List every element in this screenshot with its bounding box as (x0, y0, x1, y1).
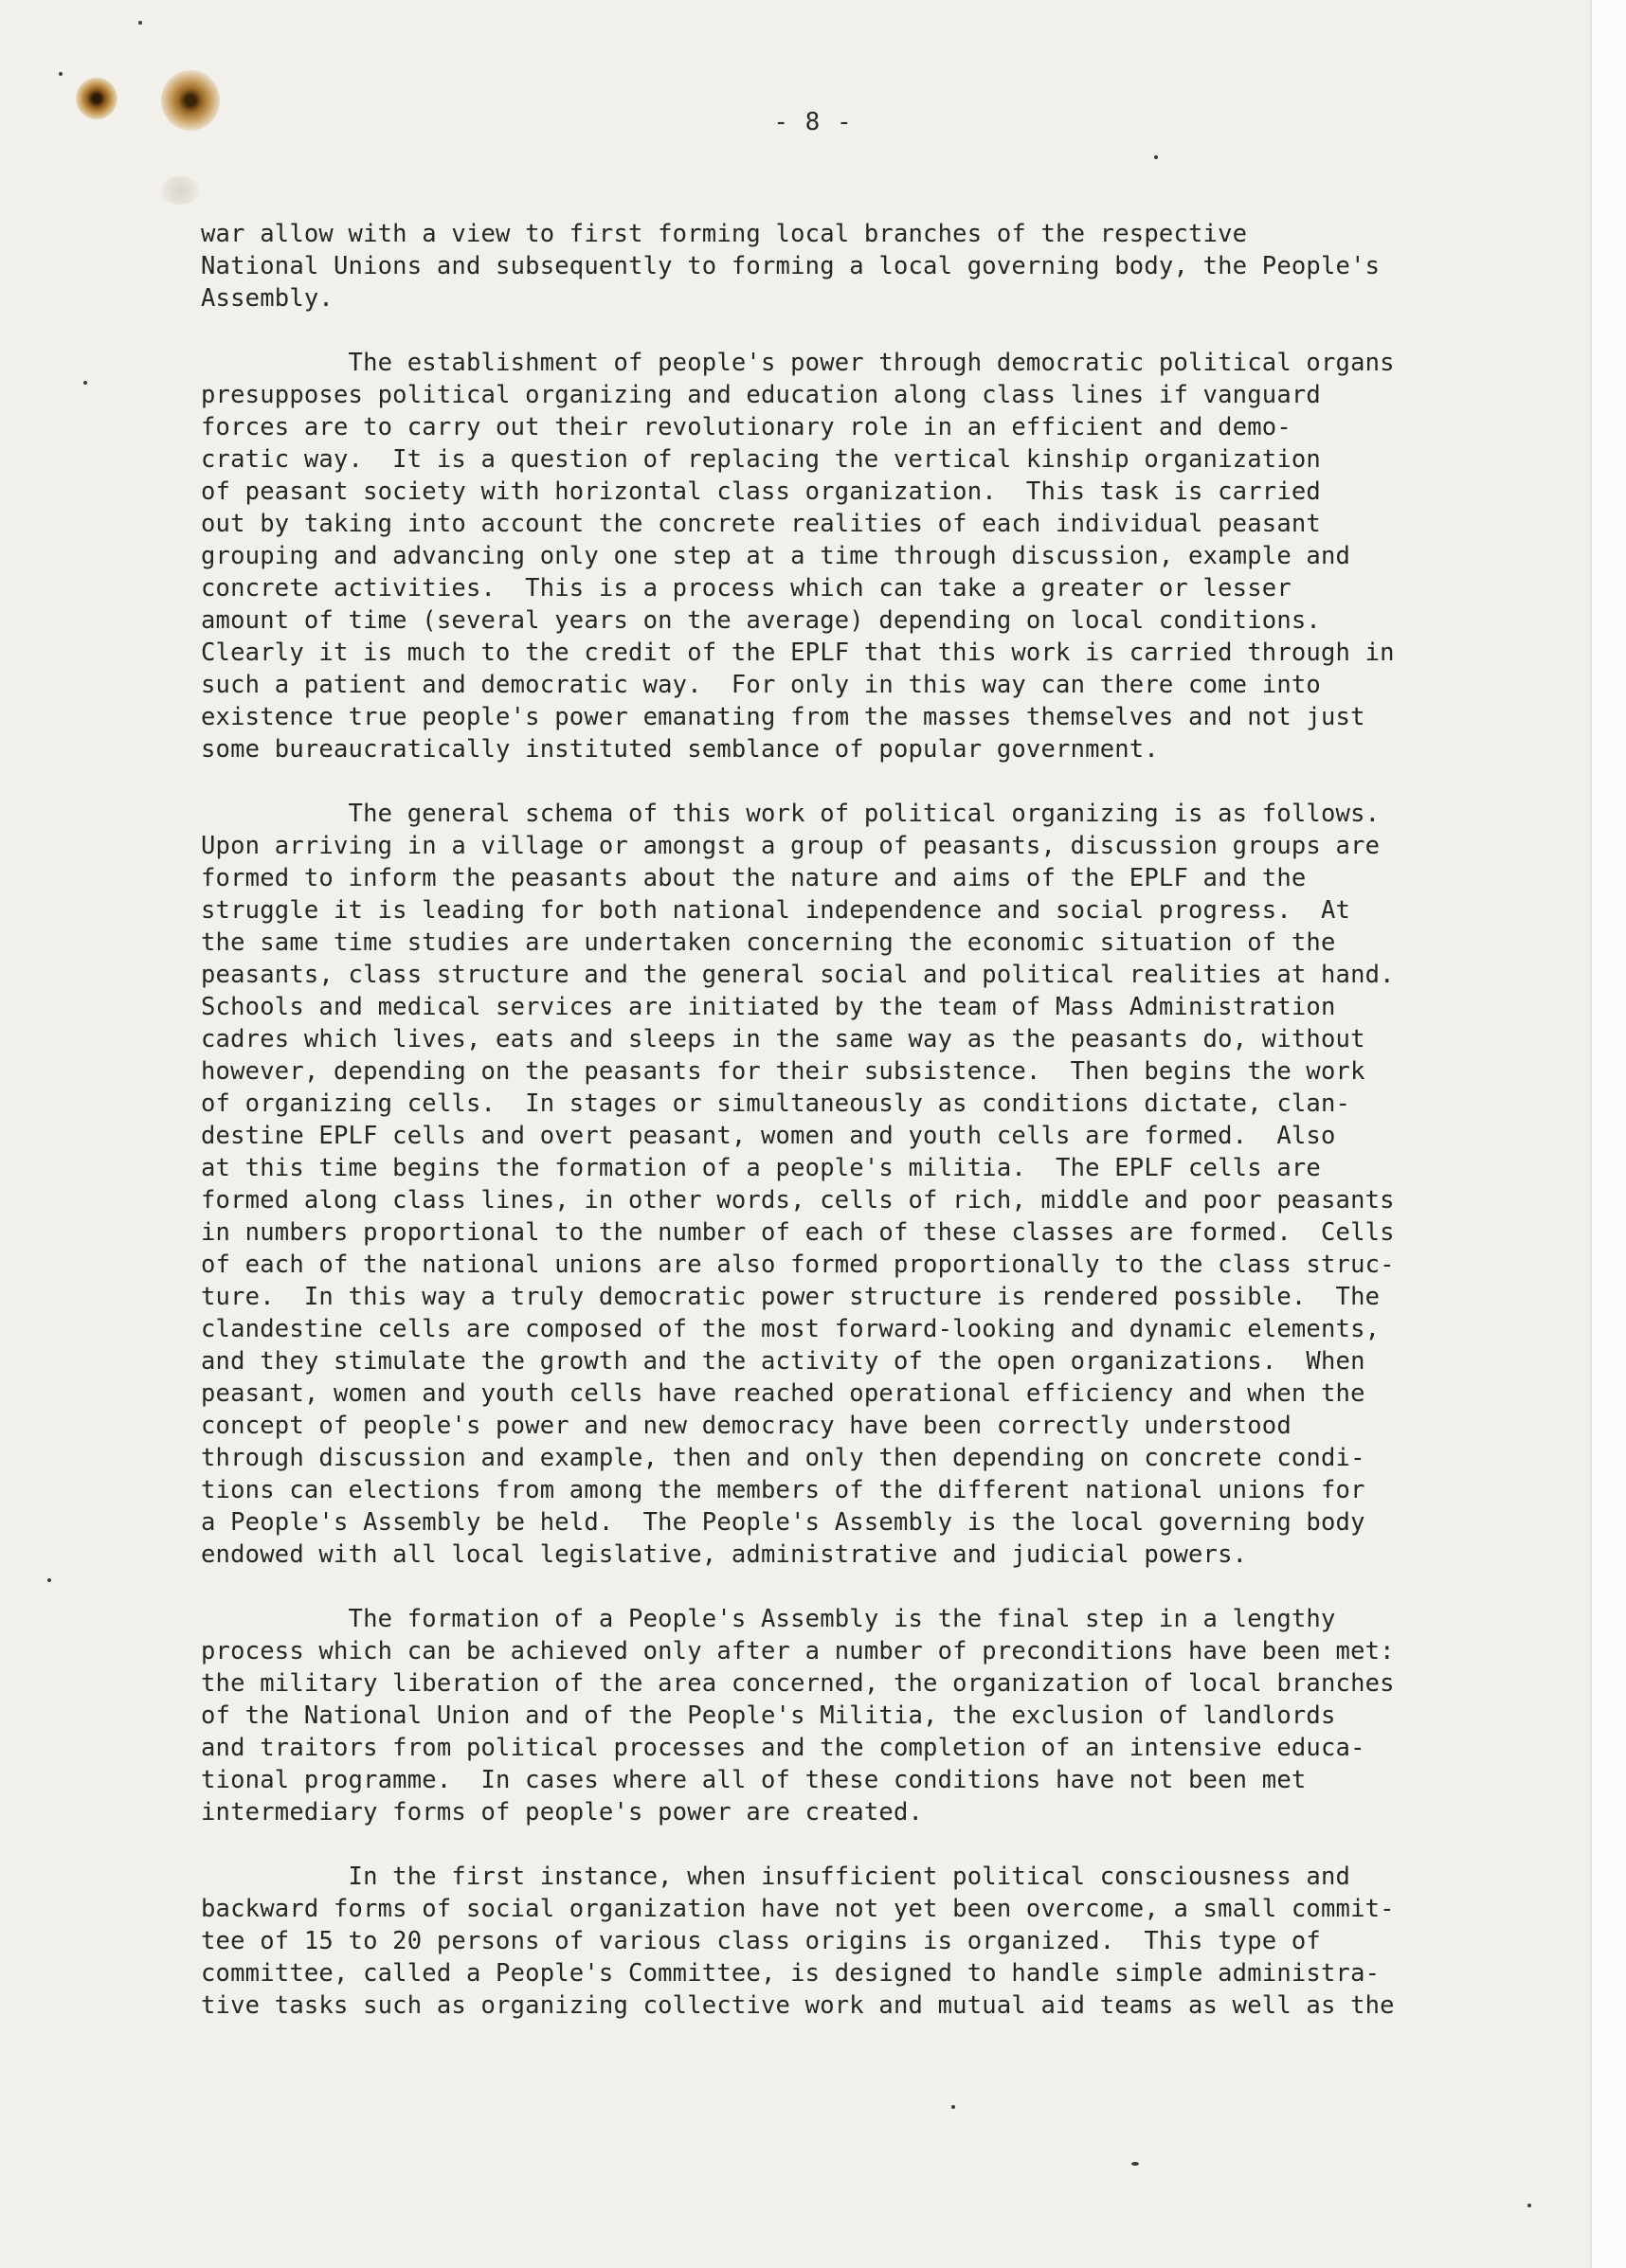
paper-speck (951, 2105, 955, 2109)
text-line: existence true people's power emanating from the masses themselves and not just (201, 703, 1365, 731)
text-line: The general schema of this work of political organizing is as follows. (201, 800, 1381, 828)
text-line: amount of time (several years on the average) depending on local conditions. (201, 606, 1321, 635)
text-line: The formation of a People's Assembly is the final step in a lengthy (201, 1605, 1336, 1633)
text-line: at this time begins the formation of a people's militia. The EPLF cells are (201, 1154, 1321, 1182)
scan-margin (1592, 0, 1626, 2268)
paragraph (201, 1861, 1509, 2022)
paragraph (201, 347, 1509, 765)
text-line: and traitors from political processes and the completion of an intensive educa- (201, 1734, 1365, 1762)
text-line: endowed with all local legislative, administrative and judicial powers. (201, 1540, 1248, 1569)
text-line: tee of 15 to 20 persons of various class origins is organized. This type of (201, 1927, 1321, 1955)
paper-speck (1154, 155, 1158, 159)
text-line: Schools and medical services are initiated by the team of Mass Administration (201, 993, 1336, 1021)
text-line: in numbers proportional to the number of each of these classes are formed. Cells (201, 1218, 1395, 1247)
text-line: formed along class lines, in other words, cells of rich, middle and poor peasants (201, 1186, 1395, 1215)
text-line: through discussion and example, then and only then depending on concrete condi- (201, 1444, 1365, 1472)
paper-speck (138, 21, 142, 25)
paper-speck (47, 1578, 51, 1582)
text-line: cadres which lives, eats and sleeps in the same way as the peasants do, without (201, 1025, 1365, 1053)
text-line: however, depending on the peasants for their subsistence. Then begins the work (201, 1057, 1365, 1086)
text-line: of organizing cells. In stages or simultaneously as conditions dictate, clan- (201, 1089, 1351, 1118)
text-line: process which can be achieved only after a number of preconditions have been met: (201, 1637, 1395, 1665)
text-line: Clearly it is much to the credit of the EPLF that this work is carried through in (201, 639, 1395, 667)
text-line: the military liberation of the area concerned, the organization of local branches (201, 1669, 1395, 1698)
stain-mark (161, 176, 199, 205)
text-line: clandestine cells are composed of the most forward-looking and dynamic elements, (201, 1315, 1381, 1343)
text-line: out by taking into account the concrete realities of each individual peasant (201, 510, 1321, 538)
text-line: war allow with a view to first forming local branches of the respective (201, 220, 1248, 248)
page-number: - 8 - (773, 108, 853, 136)
paragraph (201, 798, 1509, 1571)
text-line: tive tasks such as organizing collective work and mutual aid teams as well as the (201, 1991, 1395, 2020)
text-line: presupposes political organizing and education along class lines if vanguard (201, 381, 1321, 409)
paper-speck (1527, 2204, 1531, 2207)
text-line: Upon arriving in a village or amongst a group of peasants, discussion groups are (201, 832, 1381, 860)
text-line: concrete activities. This is a process which can take a greater or lesser (201, 574, 1292, 603)
paper-speck (83, 381, 87, 385)
text-line: grouping and advancing only one step at a time through discussion, example and (201, 542, 1351, 570)
text-line: some bureaucratically instituted semblance of popular government. (201, 735, 1159, 764)
text-line: tional programme. In cases where all of these conditions have not been met (201, 1766, 1307, 1794)
text-line: concept of people's power and new democracy have been correctly understood (201, 1412, 1292, 1440)
text-line: committee, called a People's Committee, is designed to handle simple administra- (201, 1959, 1381, 1988)
paragraph (201, 1603, 1509, 1828)
text-line: a People's Assembly be held. The People's Assembly is the local governing body (201, 1508, 1365, 1537)
text-line: ture. In this way a truly democratic power structure is rendered possible. The (201, 1283, 1381, 1311)
text-line: of the National Union and of the People's Militia, the exclusion of landlords (201, 1701, 1336, 1730)
text-line: In the first instance, when insufficient political consciousness and (201, 1863, 1351, 1891)
paper-speck (59, 72, 63, 76)
text-line: and they stimulate the growth and the activity of the open organizations. When (201, 1347, 1365, 1376)
text-line: peasant, women and youth cells have reached operational efficiency and when the (201, 1379, 1365, 1408)
paper-speck (1131, 2162, 1139, 2166)
text-line: cratic way. It is a question of replacing the vertical kinship organization (201, 445, 1321, 474)
text-line: formed to inform the peasants about the nature and aims of the EPLF and the (201, 864, 1307, 892)
text-line: Assembly. (201, 284, 334, 313)
text-line: of peasant society with horizontal class organization. This task is carried (201, 477, 1321, 506)
text-line: The establishment of people's power through democratic political organs (201, 349, 1395, 377)
text-line: such a patient and democratic way. For only in this way can there come into (201, 671, 1321, 699)
body-text (201, 218, 1509, 2054)
text-line: destine EPLF cells and overt peasant, women and youth cells are formed. Also (201, 1122, 1336, 1150)
text-line: struggle it is leading for both national independence and social progress. At (201, 896, 1351, 925)
text-line: tions can elections from among the members of the different national unions for (201, 1476, 1365, 1504)
text-line: intermediary forms of people's power are created. (201, 1798, 924, 1827)
text-line: of each of the national unions are also formed proportionally to the class struc- (201, 1251, 1395, 1279)
text-line: the same time studies are undertaken concerning the economic situation of the (201, 928, 1336, 957)
text-line: forces are to carry out their revolutionary role in an efficient and demo- (201, 413, 1292, 441)
text-line: peasants, class structure and the general social and political realities at hand. (201, 961, 1395, 989)
text-line: National Unions and subsequently to forming a local governing body, the People's (201, 252, 1381, 280)
paragraph (201, 218, 1509, 315)
text-line: backward forms of social organization have not yet been overcome, a small commit- (201, 1895, 1395, 1923)
